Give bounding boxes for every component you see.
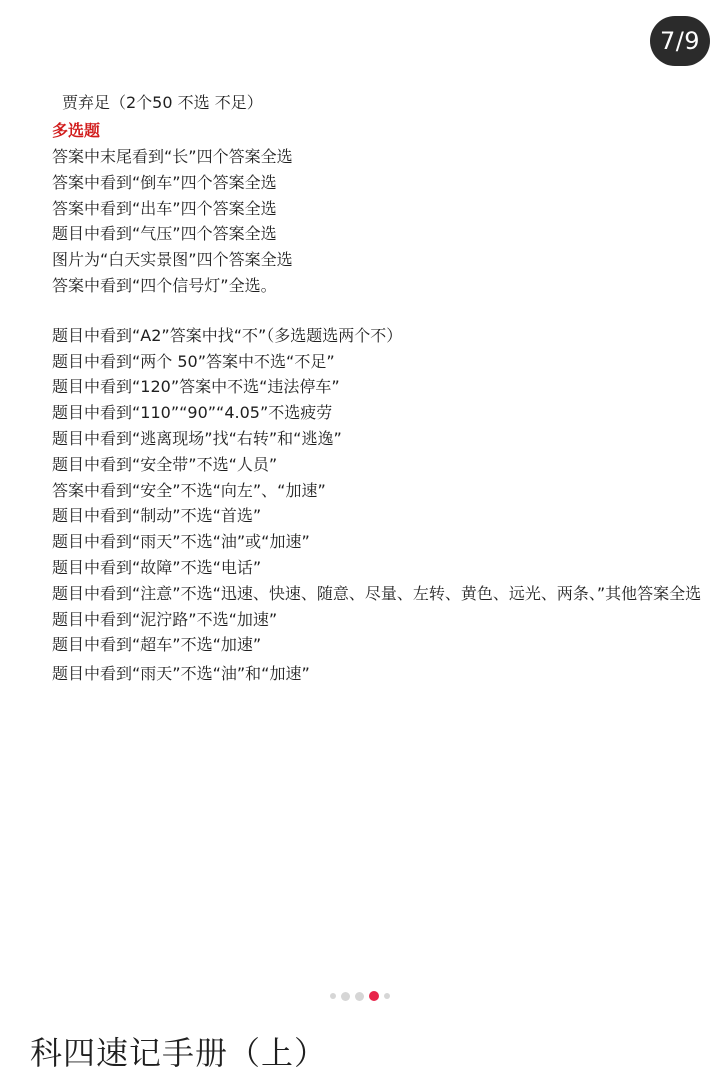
rule-line: 题目中看到“雨天”不选“油”或“加速” — [52, 532, 310, 552]
rule-line: 答案中看到“倒车”四个答案全选 — [52, 172, 277, 192]
rule-line: 题目中看到“制动”不选“首选” — [52, 506, 262, 526]
carousel-dot[interactable] — [384, 993, 390, 999]
carousel-dot-active[interactable] — [369, 991, 379, 1001]
rule-line: 题目中看到“110”“90”“4.05”不选疲劳 — [52, 403, 333, 423]
rule-line: 题目中看到“注意”不选“迅速、快速、随意、尽量、左转、黄色、远光、两条、”其他答案全选 — [52, 583, 702, 603]
note-subtitle: 贾弃足（2个50 不选 不足） — [62, 93, 263, 112]
rule-line: 图片为“白天实景图”四个答案全选 — [52, 250, 293, 270]
rule-line: 答案中看到“四个信号灯”全选。 — [52, 275, 277, 295]
note-content — [52, 88, 704, 687]
rule-line: 答案中末尾看到“长”四个答案全选 — [52, 147, 293, 166]
section-title: 多选题 — [52, 121, 101, 140]
rule-line: 题目中看到“逃离现场”找“右转”和“逃逸” — [52, 428, 342, 448]
rule-line: 题目中看到“气压”四个答案全选 — [52, 224, 277, 244]
carousel-dot[interactable] — [330, 993, 336, 999]
page-indicator-badge: 7/9 — [650, 16, 710, 66]
rule-line: 答案中看到“安全”不选“向左”、“加速” — [52, 480, 326, 500]
rule-line: 题目中看到“故障”不选“电话” — [52, 557, 262, 577]
rule-line: 题目中看到“雨天”不选“油”和“加速” — [52, 664, 310, 684]
rule-line: 题目中看到“超车”不选“加速” — [52, 635, 262, 655]
rule-line: 题目中看到“120”答案中不选“违法停车” — [52, 377, 340, 397]
rule-line: 题目中看到“A2”答案中找“不”（多选题选两个不） — [52, 325, 403, 345]
paragraph-gap — [52, 299, 704, 323]
rule-line: 答案中看到“出车”四个答案全选 — [52, 198, 277, 218]
post-title: 科四速记手册（上） — [30, 1034, 328, 1072]
carousel-dot[interactable] — [341, 992, 350, 1001]
carousel-dots — [0, 991, 720, 1001]
rule-line: 题目中看到“两个 50”答案中不选“不足” — [52, 351, 335, 371]
rule-line: 题目中看到“泥泞路”不选“加速” — [52, 609, 278, 629]
carousel-dot[interactable] — [355, 992, 364, 1001]
rule-line: 题目中看到“安全带”不选“人员” — [52, 454, 278, 474]
